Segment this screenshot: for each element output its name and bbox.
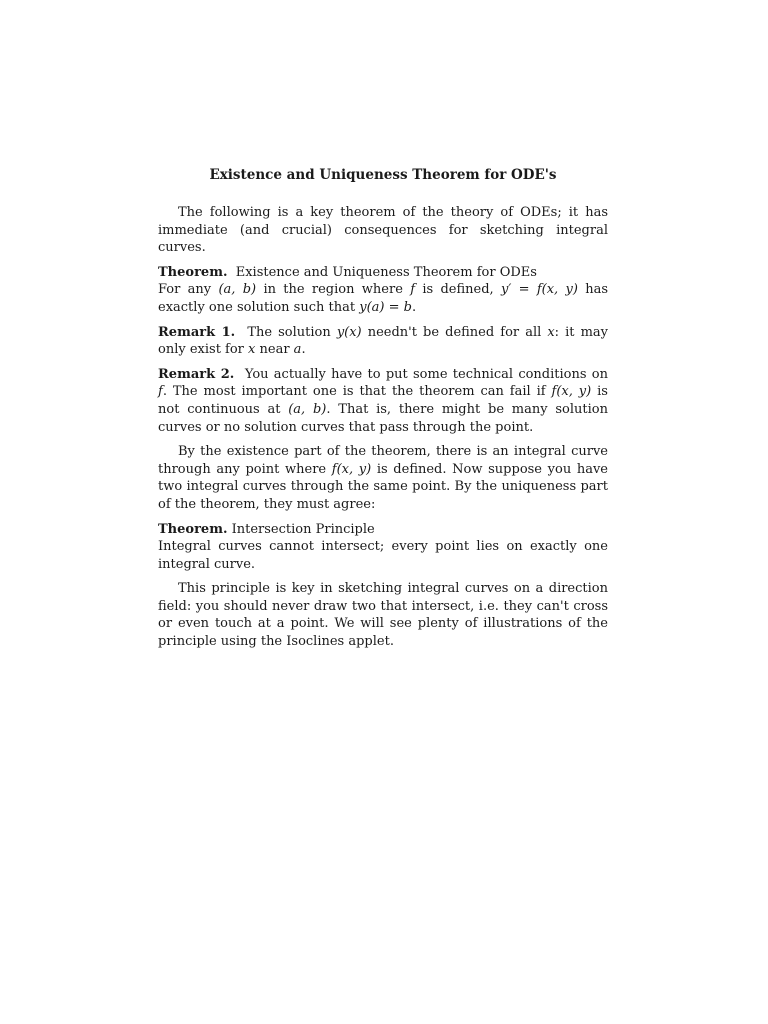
remark-label: Remark 1.: [158, 324, 236, 340]
theorem-statement: Integral curves cannot intersect; every point lies on exactly one integral curve.: [158, 539, 608, 572]
math-span: f: [158, 384, 163, 400]
theorem-heading: [158, 264, 608, 282]
text-span: . That is, there might be many solution curves or no solution curves that pass through the point.: [158, 401, 608, 435]
remark-label: Remark 2.: [158, 366, 235, 382]
text-span: : it may only exist for: [158, 324, 608, 358]
math-span: f: [410, 282, 416, 298]
math-span: f(x, y): [331, 461, 372, 477]
theorem-heading: [158, 521, 608, 539]
text-span: has exactly one solution such that: [158, 282, 608, 315]
math-span: (a, b): [288, 401, 327, 417]
existence-paragraph: [158, 443, 608, 513]
text-span: is defined,: [415, 282, 501, 298]
remark-2: [158, 366, 608, 436]
text-span: The solution: [247, 324, 337, 340]
text-span: is not continuous at: [158, 384, 608, 417]
text-span: .: [301, 342, 306, 358]
text-span: near: [255, 342, 294, 358]
theorem-name: Intersection Principle: [231, 521, 375, 537]
theorem-intersection-principle: [158, 521, 608, 574]
math-span: y′ = f(x, y): [501, 282, 578, 298]
theorem-statement: [158, 282, 608, 315]
theorem-name: Existence and Uniqueness Theorem for ODEs: [235, 264, 537, 280]
math-span: (a, b): [218, 282, 257, 298]
text-span: .: [411, 299, 417, 315]
document-body: [158, 166, 608, 658]
text-span: in the region where: [256, 282, 411, 298]
math-span: x: [248, 342, 256, 358]
math-span: y(a) = b: [359, 299, 412, 315]
math-span: a: [293, 342, 302, 358]
theorem-existence-uniqueness: [158, 264, 608, 317]
text-span: needn't be defined for all: [361, 324, 548, 340]
theorem-label: Theorem.: [158, 521, 228, 537]
closing-paragraph: This principle is key in sketching integral curves on a direction field: you should never draw two that intersect, i.e. they can't cross or even touch at a point. We will see plenty of illustrations of the principle using the Isoclines applet.: [158, 581, 608, 650]
math-span: y(x): [336, 324, 362, 340]
intro-paragraph: The following is a key theorem of the theory of ODEs; it has immediate (and crucial) consequences for sketching integral curves.: [158, 205, 608, 256]
math-span: f(x, y): [551, 384, 592, 400]
text-span: For any: [158, 282, 219, 298]
text-span: . The most important one is that the theorem can fail if: [162, 384, 552, 400]
remark-1: [158, 324, 608, 359]
text-span: You actually have to put some technical conditions on: [244, 366, 608, 382]
math-span: x: [547, 324, 555, 340]
text-span: is defined. Now suppose you have two integral curves through the same point. By the uniqueness part of the theorem, they must agree:: [158, 461, 608, 512]
theorem-label: Theorem.: [158, 264, 228, 280]
document-title: Existence and Uniqueness Theorem for ODE's: [209, 167, 557, 183]
text-span: By the existence part of the theorem, there is an integral curve through any point where: [158, 444, 608, 477]
